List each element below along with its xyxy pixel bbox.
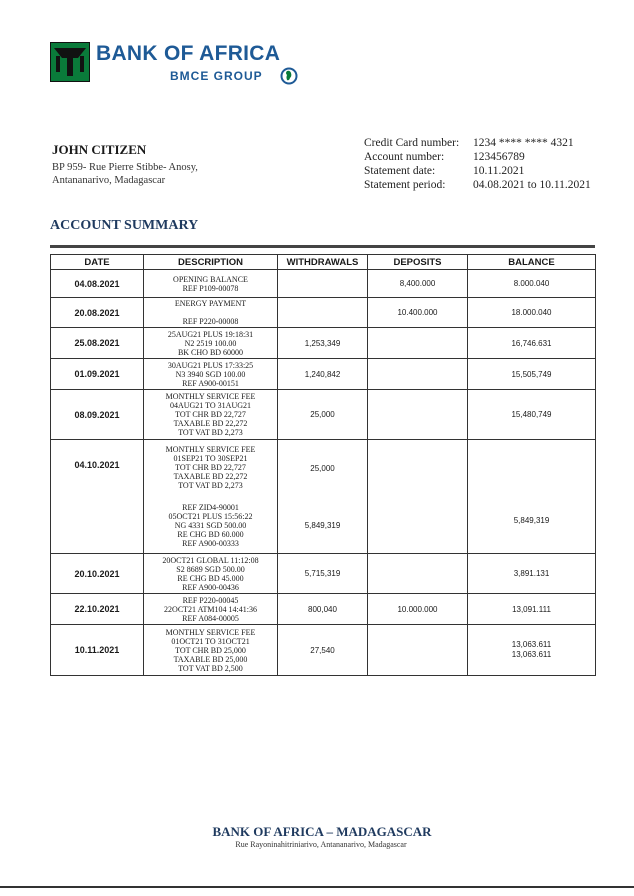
row-balance (468, 625, 596, 676)
customer-info (52, 142, 198, 187)
row-date: 04.10.2021 (51, 440, 144, 554)
description-line: TOT VAT BD 2,273 (178, 428, 243, 437)
description-line: BK CHO BD 60000 (177, 347, 244, 357)
header-balance: BALANCE (468, 255, 596, 270)
description-line: REF P220-00045 (182, 595, 239, 605)
row-description (144, 359, 278, 390)
statement-period-label: Statement period: (364, 179, 446, 191)
row-balance: 18.000.040 (468, 298, 596, 328)
bank-emblem-icon (50, 42, 90, 82)
description-line: N2 2519 100.00 (184, 338, 237, 348)
row-deposit (368, 359, 468, 390)
row-description (144, 390, 278, 440)
description-line: 05OCT21 PLUS 15:56:22 (168, 512, 253, 521)
row-date: 08.09.2021 (51, 390, 144, 440)
description-line: TOT CHR BD 22,727 (175, 410, 246, 419)
table-row (51, 359, 596, 390)
transactions-table (50, 254, 596, 676)
description-line: TOT CHR BD 22,727 (175, 463, 246, 472)
row-withdrawal (278, 298, 368, 328)
row-balance (468, 440, 596, 554)
customer-address-line-1: BP 959- Rue Pierre Stibbe- Anosy, (52, 162, 198, 173)
description-line: 30AUG21 PLUS 17:33:25 (167, 360, 254, 370)
row-balance: 8.000.040 (468, 270, 596, 298)
header-description: DESCRIPTION (144, 255, 278, 270)
account-number-value: 123456789 (473, 151, 525, 163)
row-date: 04.08.2021 (51, 270, 144, 298)
statement-date-label: Statement date: (364, 165, 436, 177)
row-description (144, 554, 278, 594)
description-line: 01SEP21 TO 30SEP21 (173, 454, 248, 463)
description-spacer (144, 308, 277, 317)
description-line: MONTHLY SERVICE FEE (165, 445, 256, 454)
card-number-label: Credit Card number: (364, 137, 460, 149)
description-line: TAXABLE BD 25,000 (173, 654, 248, 664)
description-line: OPENING BALANCE (173, 274, 248, 284)
row-withdrawal (278, 440, 368, 554)
table-row (51, 625, 596, 676)
description-line: MONTHLY SERVICE FEE (165, 627, 256, 637)
row-deposit: 8,400.000 (368, 270, 468, 298)
balance-amount: 13,063.611 (511, 640, 552, 649)
table-row (51, 440, 596, 554)
row-balance: 13,091.111 (468, 594, 596, 625)
table-row (51, 594, 596, 625)
row-withdrawal: 1,240,842 (278, 359, 368, 390)
description-line: TOT CHR BD 25,000 (175, 645, 246, 655)
row-description (144, 625, 278, 676)
card-number-row (364, 136, 591, 150)
description-line: REF A900-00151 (182, 378, 239, 388)
description-line: 25AUG21 PLUS 19:18:31 (167, 329, 254, 339)
header-date: DATE (51, 255, 144, 270)
description-line: 20OCT21 GLOBAL 11:12:08 (162, 555, 259, 565)
description-line: REF A900-00436 (182, 582, 239, 592)
header-deposits: DEPOSITS (368, 255, 468, 270)
row-deposit (368, 554, 468, 594)
description-line: NG 4331 SGD 500.00 (174, 521, 247, 530)
description-line: REF ZID4-90001 (182, 503, 239, 512)
bank-name: BANK OF AFRICA (96, 42, 281, 65)
statement-date-value: 10.11.2021 (473, 165, 525, 177)
globe-icon (280, 67, 298, 85)
card-number-value: 1234 **** **** 4321 (473, 137, 574, 149)
bank-group: BMCE GROUP (170, 69, 263, 83)
table-row (51, 270, 596, 298)
row-withdrawal: 800,040 (278, 594, 368, 625)
description-line: ENERGY PAYMENT (174, 299, 247, 308)
customer-address-line-2: Antananarivo, Madagascar (52, 175, 166, 186)
row-deposit (368, 328, 468, 359)
row-deposit (368, 625, 468, 676)
description-line: N3 3940 SGD 100.00 (175, 369, 246, 379)
row-description (144, 440, 278, 554)
description-line: TAXABLE BD 22,272 (173, 472, 248, 481)
description-line: 22OCT21 ATM104 14:41:36 (164, 604, 257, 614)
balance-amount: 5,849,319 (513, 516, 550, 525)
row-deposit (368, 440, 468, 554)
row-description (144, 594, 278, 625)
description-line: 04AUG21 TO 31AUG21 (169, 401, 252, 410)
statement-period-row (364, 178, 591, 192)
account-number-row (364, 150, 591, 164)
row-withdrawal: 25,000 (278, 390, 368, 440)
table-row (51, 328, 596, 359)
row-description (144, 328, 278, 359)
footer-address: Rue Rayoninahitriniarivo, Antananarivo, Madagascar (235, 840, 407, 849)
row-deposit: 10.000.000 (368, 594, 468, 625)
statement-date-row (364, 164, 591, 178)
footer-bank-name: BANK OF AFRICA – MADAGASCAR (212, 824, 432, 839)
section-divider (50, 245, 595, 248)
withdrawal-amount: 5,849,319 (304, 520, 341, 530)
description-line: REF A900-00333 (182, 539, 239, 548)
header-withdrawals: WITHDRAWALS (278, 255, 368, 270)
row-date: 01.09.2021 (51, 359, 144, 390)
row-date: 10.11.2021 (51, 625, 144, 676)
description-spacer (144, 490, 277, 503)
statement-info (364, 136, 591, 192)
account-number-label: Account number: (364, 151, 445, 163)
description-line: REF P220-00008 (182, 317, 239, 326)
footer-divider (0, 886, 634, 888)
row-date: 20.08.2021 (51, 298, 144, 328)
row-withdrawal: 27,540 (278, 625, 368, 676)
row-balance: 16,746.631 (468, 328, 596, 359)
row-balance: 15,505,749 (468, 359, 596, 390)
withdrawal-amount: 25,000 (310, 463, 335, 473)
row-date: 25.08.2021 (51, 328, 144, 359)
row-balance: 3,891.131 (468, 554, 596, 594)
description-line: TOT VAT BD 2,500 (178, 663, 243, 673)
table-row (51, 390, 596, 440)
description-line: 01OCT21 TO 31OCT21 (171, 636, 250, 646)
description-line: REF P109-00078 (182, 283, 239, 293)
row-withdrawal: 1,253,349 (278, 328, 368, 359)
account-summary-title: ACCOUNT SUMMARY (50, 218, 199, 233)
bank-logo (50, 42, 300, 90)
row-date: 22.10.2021 (51, 594, 144, 625)
table-row (51, 298, 596, 328)
balance-amount: 13,063.611 (511, 650, 552, 659)
row-date: 20.10.2021 (51, 554, 144, 594)
description-line: RE CHG BD 60.000 (177, 530, 244, 539)
table-row (51, 554, 596, 594)
row-withdrawal (278, 270, 368, 298)
table-header-row (51, 255, 596, 270)
description-line: S2 8689 SGD 500.00 (176, 564, 245, 574)
customer-name: JOHN CITIZEN (52, 142, 147, 157)
description-line: TOT VAT BD 2,273 (178, 481, 243, 490)
description-line: REF A084-00005 (182, 613, 239, 623)
row-description (144, 270, 278, 298)
statement-period-value: 04.08.2021 to 10.11.2021 (473, 179, 591, 191)
row-deposit (368, 390, 468, 440)
description-line: TAXABLE BD 22,272 (173, 419, 248, 428)
row-withdrawal: 5,715,319 (278, 554, 368, 594)
row-description (144, 298, 278, 328)
description-line: RE CHG BD 45.000 (177, 573, 244, 583)
row-balance: 15,480,749 (468, 390, 596, 440)
row-deposit: 10.400.000 (368, 298, 468, 328)
description-line: MONTHLY SERVICE FEE (165, 392, 256, 401)
